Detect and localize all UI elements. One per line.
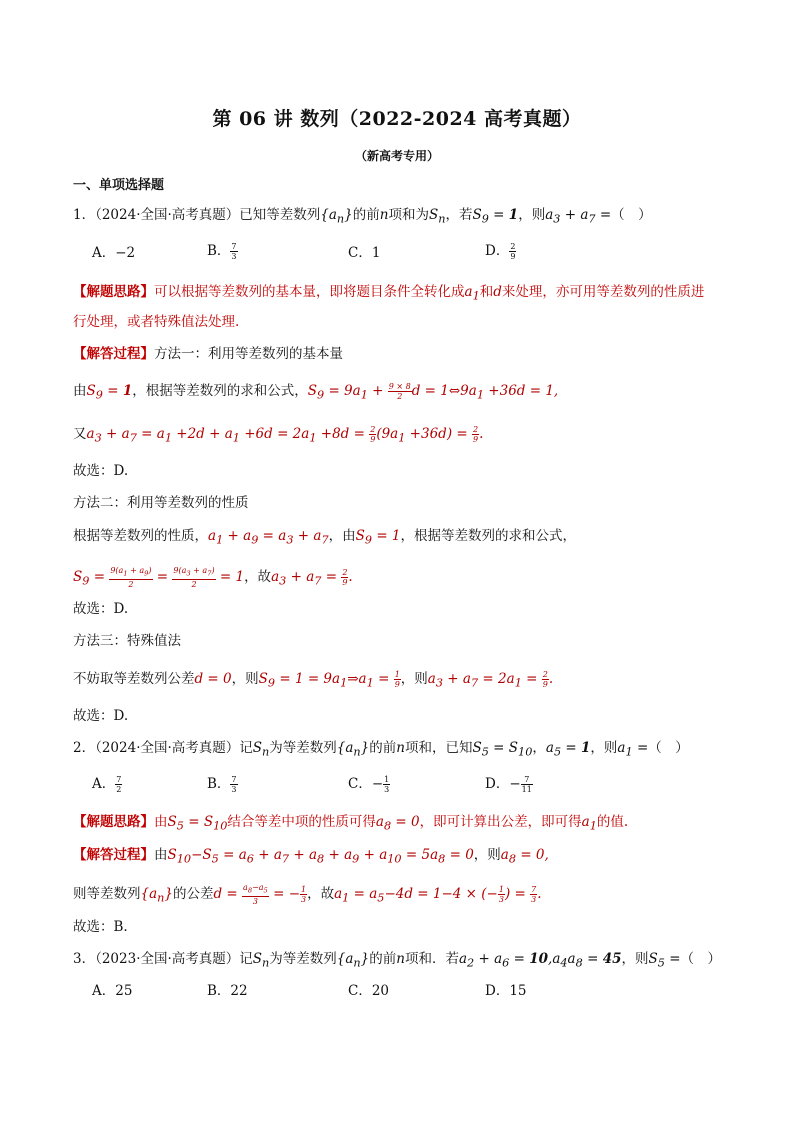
section-heading: 一、单项选择题 xyxy=(73,178,165,193)
q2-step-1: 则等差数列$\{a_n\}$的公差d = $\frac{a_8-a_5}{3}$ = − $\frac{1}{3}$ ，故$a_1 = a_5-4d = 1-4$ × (− $\frac{1}{3}$ ) = $\frac{7}{3}$ . xyxy=(73,883,542,906)
q3-option-d: D．15 xyxy=(485,983,527,999)
q1-method-2: 方法二：利用等差数列的性质 xyxy=(73,495,249,511)
page-title: 第 06 讲 数列（2022-2024 高考真题） xyxy=(212,108,582,130)
q1-answer-2: 故选：D. xyxy=(73,601,129,617)
q1-option-c: C．1 xyxy=(348,245,381,261)
q2-option-c: C．− $\frac{1}{3}$ xyxy=(348,775,390,794)
q3-option-a: A．25 xyxy=(92,983,133,999)
q2-stem: 2．（2024·全国·高考真题）记$S_n$为等差数列$\{a_n\}$的前n项和，已知$S_5 = S_{10}$，$a_5 = 1$，则$a_1$ =（ ） xyxy=(73,740,689,759)
q3-option-b: B．22 xyxy=(207,983,248,999)
q1-step-5: 不妨取等差数列公差d = 0，则$S_9 = 1$ = $9a_1\Rightarrow a_1$ = $\frac{1}{9}$ ，则$a_3 + a_7 = 2a_1$ = $\frac{2}{9}$ . xyxy=(73,670,554,690)
q2-option-d: D．− $\frac{7}{11}$ xyxy=(485,775,532,794)
q1-method-3: 方法三：特殊值法 xyxy=(73,633,181,649)
q2-answer: 故选：B. xyxy=(73,919,128,935)
q1-solution-idea-cont: 行处理，或者特殊值法处理. xyxy=(73,314,240,330)
page-subtitle: （新高考专用） xyxy=(354,149,439,163)
q2-option-a: A． $\frac{7}{2}$ xyxy=(92,775,122,794)
q2-option-b: B． $\frac{7}{3}$ xyxy=(207,775,237,794)
q1-step-2: 又$a_3 + a_7 = a_1 +2d + a_1 +6d = 2a_1 +8d$ = $\frac{2}{9}$ $(9a_1 +36d)$ = $\frac{2}{9}$ . xyxy=(73,425,484,445)
q1-option-a: A．−2 xyxy=(92,245,136,261)
q3-stem: 3．（2023·全国·高考真题）记$S_n$为等差数列$\{a_n\}$的前n项和．若$a_2 + a_6 = 10,a_4a_8 = 45$，则$S_5$ =（ ） xyxy=(73,951,722,970)
q3-option-c: C．20 xyxy=(348,983,390,999)
q1-stem: 1．（2024·全国·高考真题）已知等差数列$\{a_n\}$的前n项和为$S_n$，若$S_9 = 1$，则$a_3 + a_7$ =（ ） xyxy=(73,207,652,226)
q1-solution-idea: 【解题思路】可以根据等差数列的基本量，即将题目条件全转化成$a_1$和d来处理，亦可用等差数列的性质进 xyxy=(73,284,705,303)
q1-step-4: $S_9$ = $\frac{9(a_1 + a_9)}{2}$ = $\frac{9(a_3 + a_7)}{2}$ = 1，故$a_3 + a_7$ = $\frac{2}{9}$ . xyxy=(73,566,353,589)
q2-solution-idea: 【解题思路】由$S_5 = S_{10}$结合等差中项的性质可得$a_8 = 0$，即可计算出公差，即可得$a_1$的值. xyxy=(73,814,629,833)
q1-step-3: 根据等差数列的性质，$a_1 + a_9 = a_3 + a_7$，由$S_9 = 1$，根据等差数列的求和公式， xyxy=(73,528,577,547)
q1-option-d: D． $\frac{2}{9}$ xyxy=(485,242,516,261)
q1-answer-1: 故选：D. xyxy=(73,463,129,479)
q1-answer-3: 故选：D. xyxy=(73,708,129,724)
q1-step-1: 由$S_9 = 1$，根据等差数列的求和公式，$S_9 = 9a_1$ + $\frac{9 \times 8}{2}$ $d = 1\Leftrightarrow 9a_1 +36d = 1$, xyxy=(73,382,559,402)
q2-solution-process: 【解答过程】由$S_{10}-S_5 = a_6 + a_7 + a_8 + a_9 + a_{10} = 5a_8 = 0$，则$a_8 = 0$, xyxy=(73,847,549,866)
q1-option-b: B． $\frac{7}{3}$ xyxy=(207,242,237,261)
q1-solution-process: 【解答过程】方法一：利用等差数列的基本量 xyxy=(73,346,343,362)
